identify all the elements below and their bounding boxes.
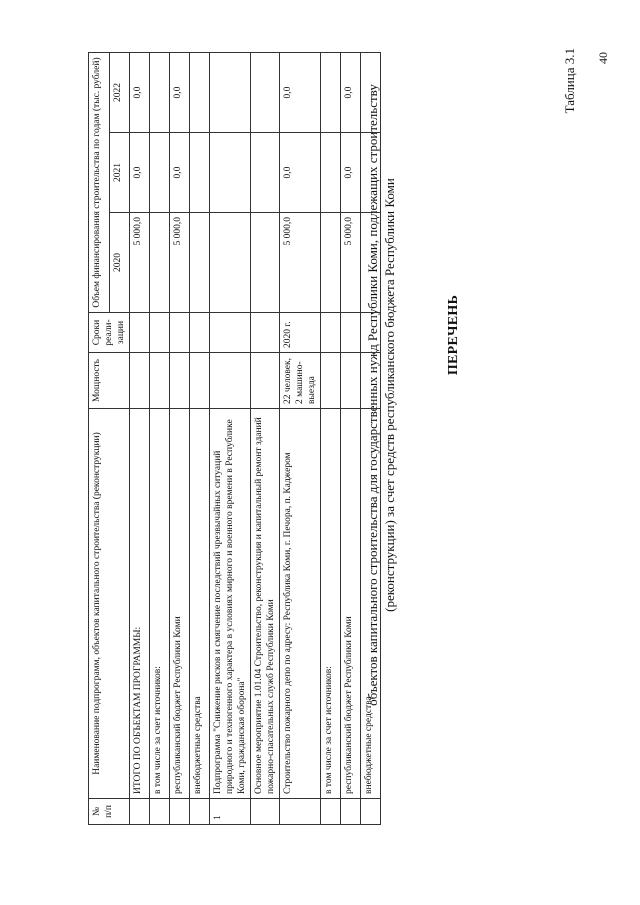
table-row	[190, 53, 210, 825]
cell-capacity	[130, 353, 150, 409]
cell-2021	[321, 133, 341, 213]
cell-2021	[251, 133, 280, 213]
cell-name: в том числе за счет источников:	[321, 409, 341, 799]
cell-2021: 0,0	[130, 133, 150, 213]
cell-2020	[210, 213, 251, 313]
cell-terms	[150, 313, 170, 353]
table-label: Таблица 3.1	[562, 48, 577, 114]
cell-name: ИТОГО ПО ОБЪЕКТАМ ПРОГРАММЫ:	[130, 409, 150, 799]
cell-2020	[190, 213, 210, 313]
cell-2021	[361, 133, 381, 213]
cell-2022: 0,0	[130, 53, 150, 133]
table-row	[150, 53, 170, 825]
cell-2022: 0,0	[170, 53, 190, 133]
table-row	[130, 53, 150, 825]
cell-capacity	[170, 353, 190, 409]
page-number: 40	[596, 52, 610, 64]
header-year-2022: 2022	[109, 53, 130, 133]
cell-name: внебюджетные средства	[361, 409, 381, 799]
cell-2022	[150, 53, 170, 133]
cell-name: Строительство пожарного депо по адресу: Республика Коми, г. Печора, п. Каджером	[280, 409, 321, 799]
cell-num	[251, 799, 280, 825]
document-title: ПЕРЕЧЕНЬ	[446, 294, 461, 376]
cell-2021	[210, 133, 251, 213]
cell-2020: 5 000,0	[170, 213, 190, 313]
cell-2020: 5 000,0	[280, 213, 321, 313]
cell-num	[150, 799, 170, 825]
cell-name: в том числе за счет источников:	[150, 409, 170, 799]
header-year-2020: 2020	[109, 213, 130, 313]
cell-2022	[190, 53, 210, 133]
cell-2021	[190, 133, 210, 213]
cell-capacity	[210, 353, 251, 409]
cell-2021: 0,0	[280, 133, 321, 213]
cell-2022	[361, 53, 381, 133]
cell-capacity	[190, 353, 210, 409]
cell-2021	[150, 133, 170, 213]
cell-2020	[150, 213, 170, 313]
cell-2022: 0,0	[280, 53, 321, 133]
cell-2020	[361, 213, 381, 313]
header-year-2021: 2021	[109, 133, 130, 213]
cell-terms	[321, 313, 341, 353]
cell-2022	[321, 53, 341, 133]
cell-capacity	[321, 353, 341, 409]
cell-num	[190, 799, 210, 825]
cell-2020	[251, 213, 280, 313]
cell-2021: 0,0	[341, 133, 361, 213]
cell-2020	[321, 213, 341, 313]
cell-terms	[361, 313, 381, 353]
subtitle-line-2: (реконструкции) за счет средств республиканского бюджета Республики Коми	[382, 178, 397, 612]
cell-terms	[130, 313, 150, 353]
cell-terms	[341, 313, 361, 353]
cell-name: Подпрограмма "Снижение рисков и смягчение последствий чрезвычайных ситуаций природного и техногенного характера в условиях мирного и военного времени в Республике Коми, гражданская оборона"	[210, 409, 251, 799]
cell-num: 1	[210, 799, 251, 825]
table-row	[170, 53, 190, 825]
table-row	[341, 53, 361, 825]
table-row	[321, 53, 341, 825]
cell-2021: 0,0	[170, 133, 190, 213]
cell-terms	[251, 313, 280, 353]
header-terms: Сроки реали-зации	[89, 313, 130, 353]
cell-2022: 0,0	[341, 53, 361, 133]
header-funding: Объем финансирования строительства по годам (тыс. рублей)	[89, 53, 110, 313]
table-row	[361, 53, 381, 825]
header-name: Наименование подпрограмм, объектов капитального строительства (реконструкции)	[89, 409, 130, 799]
cell-name: республиканский бюджет Республики Коми	[341, 409, 361, 799]
cell-capacity	[361, 353, 381, 409]
cell-terms	[210, 313, 251, 353]
cell-num	[170, 799, 190, 825]
cell-terms: 2020 г.	[280, 313, 321, 353]
header-num: № п/п	[89, 799, 130, 825]
cell-name: республиканский бюджет Республики Коми	[170, 409, 190, 799]
cell-terms	[190, 313, 210, 353]
cell-2020: 5 000,0	[130, 213, 150, 313]
cell-num	[280, 799, 321, 825]
capital-construction-table	[88, 52, 381, 825]
header-capacity: Мощность	[89, 353, 130, 409]
cell-num	[321, 799, 341, 825]
cell-2020: 5 000,0	[341, 213, 361, 313]
cell-capacity: 22 человек, 2 машино-выезда	[280, 353, 321, 409]
cell-name: внебюджетные средства	[190, 409, 210, 799]
cell-capacity	[251, 353, 280, 409]
table-row	[251, 53, 280, 825]
cell-name: Основное мероприятие 1.01.04 Строительство, реконструкция и капитальный ремонт зданий пожарно-спасательных служб Республики Коми	[251, 409, 280, 799]
cell-terms	[170, 313, 190, 353]
cell-capacity	[341, 353, 361, 409]
table-row	[210, 53, 251, 825]
cell-2022	[210, 53, 251, 133]
cell-num	[130, 799, 150, 825]
cell-num	[361, 799, 381, 825]
table-row	[280, 53, 321, 825]
cell-capacity	[150, 353, 170, 409]
cell-2022	[251, 53, 280, 133]
cell-num	[341, 799, 361, 825]
subtitle-line-1: объектов капитального строительства для государственных нужд Республики Коми, подлежащих строительству	[365, 84, 380, 706]
